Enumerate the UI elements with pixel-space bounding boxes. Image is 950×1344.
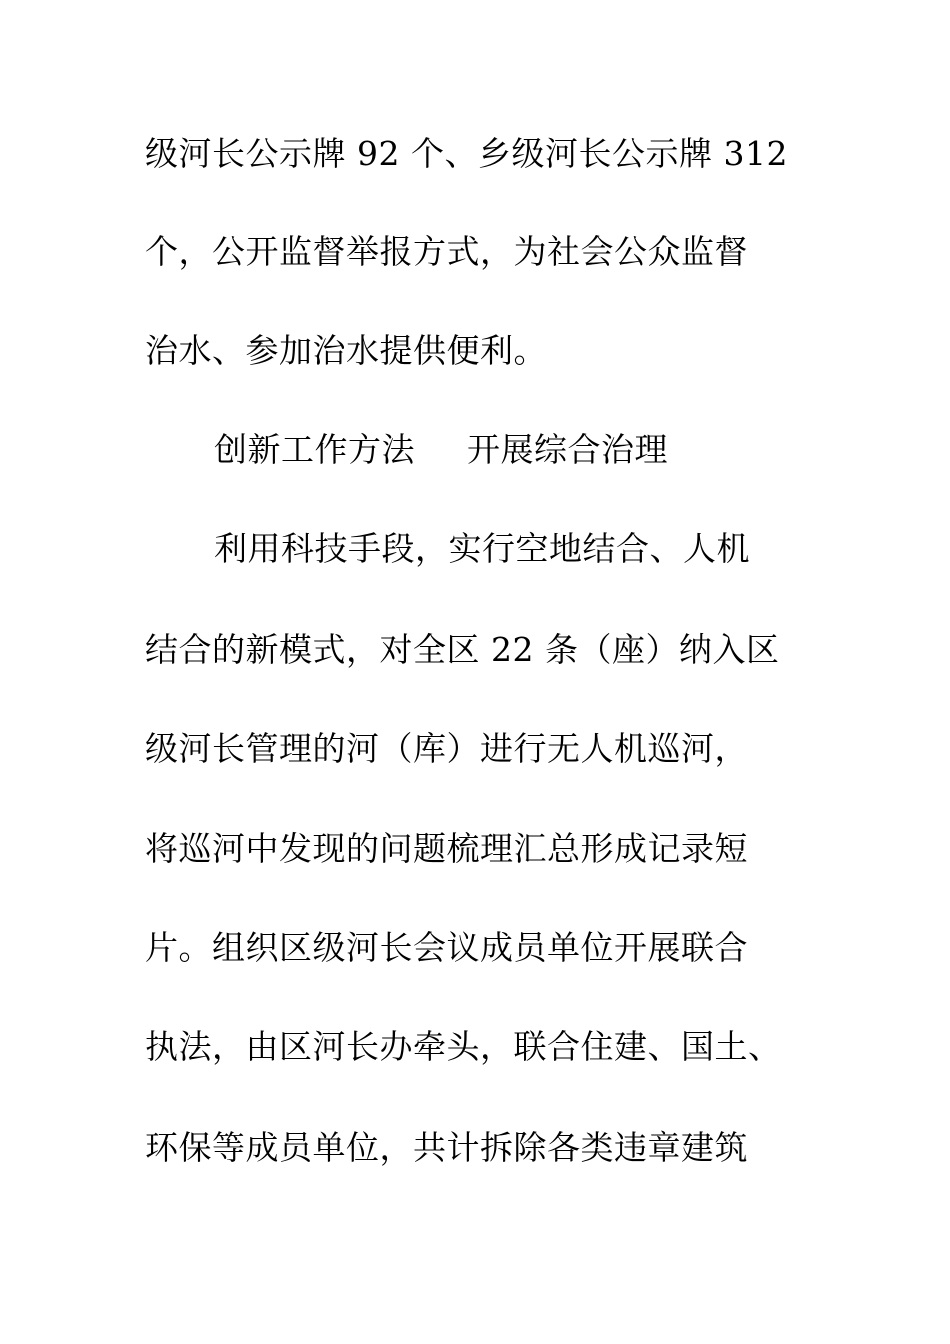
section-heading bbox=[214, 430, 668, 470]
section-heading-part-1: 创新工作方法 bbox=[214, 430, 415, 469]
paragraph-2-line-1: 利用科技手段，实行空地结合、人机 bbox=[214, 529, 750, 568]
paragraph-2-line-3: 级河长管理的河（库）进行无人机巡河， bbox=[145, 729, 748, 768]
paragraph-2-line-4: 将巡河中发现的问题梳理汇总形成记录短 bbox=[145, 829, 748, 868]
section-heading-part-2: 开展综合治理 bbox=[467, 430, 668, 469]
paragraph-2-line-7: 环保等成员单位，共计拆除各类违章建筑 bbox=[145, 1128, 748, 1167]
paragraph-1-line-3: 治水、参加治水提供便利。 bbox=[145, 331, 547, 370]
paragraph-2-line-2: 结合的新模式，对全区 22 条（座）纳入区 bbox=[145, 630, 780, 669]
paragraph-2-line-6: 执法，由区河长办牵头，联合住建、国土、 bbox=[145, 1027, 782, 1066]
paragraph-2-line-5: 片。组织区级河长会议成员单位开展联合 bbox=[145, 928, 748, 967]
paragraph-1-line-2: 个，公开监督举报方式，为社会公众监督 bbox=[145, 232, 748, 271]
paragraph-1-line-1: 级河长公示牌 92 个、乡级河长公示牌 312 bbox=[145, 134, 788, 173]
